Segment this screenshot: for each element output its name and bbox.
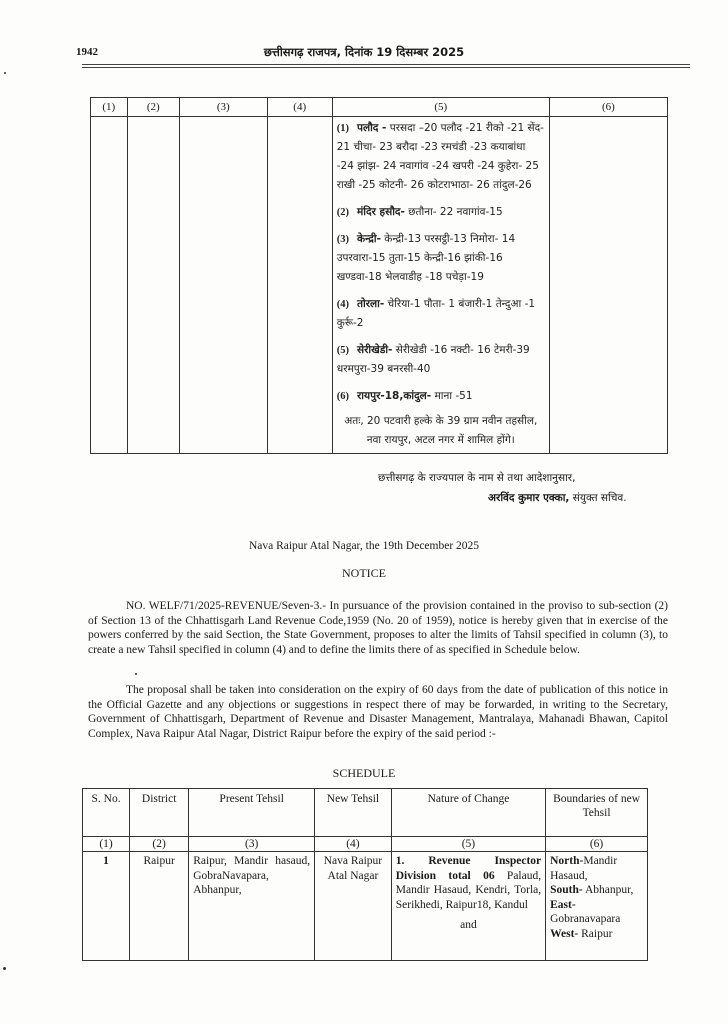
division-entry [333,339,549,379]
village-list: छतौना- 22 नवागांव-15 [404,206,503,218]
village-list: माना -51 [431,390,473,402]
header-row [83,789,648,837]
scan-speck [135,673,137,675]
division-entry [333,228,549,287]
village-list: परसदा –20 पलौद -21 रीको -21 सेंद- 21 चीचा- 23 बरौदा -23 रमचंडी -23 कयाबांधा -24 झांझ- 24 नवागांव -24 खपरी -24 कुहेरा- 25 राखी -25 कोटनी- 26 कोटराभाठा- 26 तांदुल-26 [336,122,544,191]
boundary-west [550,927,643,942]
notice-paragraph-2 [88,683,668,741]
village-list: सेरीखेडी -16 नक्टी- 16 टेमरी-39 धरमपुरा-39 बनरसी-40 [336,344,530,375]
scan-speck [4,72,6,74]
serial-number: 1 [83,852,130,961]
header-district: District [130,789,189,837]
header-present-tehsil: Present Tehsil [189,789,315,837]
division-name: रायपुर-18,कांदुल- [357,390,432,402]
conclusion-text: अतः, 20 पटवारी हल्के के 39 ग्राम नवीन तहसील, नवा रायपुर, अटल नगर में शामिल होंगे। [344,415,538,446]
boundary-south [550,883,643,898]
table-cell [91,117,128,454]
village-list: केन्द्री-13 परसट्ठी-13 निमोरा- 14 उपरवारा-15 तुता-15 केन्द्री-16 झांकी-16 खण्डवा-18 भेलवाडीह -18 पचेड़ा-19 [336,233,516,283]
column-number: (6) [546,837,648,852]
column-number: (1) [83,837,130,852]
nature-heading: 1. Revenue Inspector Division total 06 [395,855,542,882]
boundary-value: Mandir Hasaud, [550,855,618,882]
division-entry [333,117,549,195]
new-tehsil-cell: Nava Raipur Atal Nagar [315,852,392,961]
column-header: (1) [91,98,128,117]
paragraph-text: The proposal shall be taken into consideration on the expiry of 60 days from the date of publication of this notice in the Official Gazette and any objections or suggestions in respect there of may be forwarded, in writing to the Secretary, Government of Chhattisgarh, Department of Revenue and Disaster Management, Mantralaya, Mahanadi Bhawan, Capitol Complex, Nava Raipur Atal Nagar, District Raipur before the expiry of the said period :- [88,684,668,740]
boundary-label: South- [550,884,583,896]
column-header: (2) [127,98,179,117]
gazette-title: छत्तीसगढ़ राजपत्र, दिनांक 19 दिसम्बर 2025 [263,45,465,59]
division-entry [333,293,549,333]
table-cell [549,117,667,454]
notice-heading: NOTICE [342,566,386,580]
table-cell [267,117,332,454]
header-boundaries: Boundaries of new Tehsil [546,789,648,837]
division-name: सेरीखेडी- [357,344,393,356]
boundary-value: Raipur [578,927,613,940]
division-entry [333,201,549,222]
column-number-row [91,98,668,117]
division-name: मंदिर हसौद- [357,206,405,218]
entry-number: (3) [336,234,349,245]
column-header: (3) [179,98,267,117]
column-number: (2) [130,837,189,852]
present-tehsil-cell: Raipur, Mandir hasaud, GobraNavapara, Abhanpur, [189,852,315,961]
entry-number: (4) [336,299,349,310]
column-number: (3) [189,837,315,852]
boundary-east [550,898,643,927]
header-nature-of-change: Nature of Change [391,789,545,837]
nature-text: Palaud, Mandir Hasaud, Kendri, Torla, Serikhedi, Raipur18, Kandul [395,869,542,911]
notice-paragraph-1 [88,599,668,657]
header-rule [82,64,690,65]
division-name: तोरला- [357,298,385,310]
boundaries-cell [546,852,648,961]
authority-line: छत्तीसगढ़ के राज्यपाल के नाम से तथा आदेशानुसार, [378,472,576,484]
column-number: (4) [315,837,392,852]
division-entry [333,385,549,406]
division-name: पलौद - [357,122,387,134]
entry-number: (2) [336,207,349,218]
header-rule [82,67,690,68]
table-row [83,852,648,961]
signatory [488,491,627,505]
village-list: चेरिया-1 पौता- 1 बंजारी-1 तेन्दुआ -1 कुर्रू-2 [336,298,536,329]
scan-speck [3,967,6,970]
boundary-label: North- [550,855,584,867]
column-header: (4) [267,98,332,117]
village-list-cell [332,117,549,454]
division-name: केन्द्री- [357,233,381,245]
entry-number: (1) [336,123,349,134]
district-cell: Raipur [130,852,189,961]
boundary-value: Gobranavapara [550,913,621,925]
signatory-name: अरविंद कुमार एक्का, [488,492,570,504]
nature-of-change-cell [391,852,545,961]
column-header: (5) [332,98,549,117]
boundary-north [550,854,643,883]
entry-number: (6) [336,391,349,402]
header-sno: S. No. [83,789,130,837]
page-number: 1942 [76,46,98,58]
nature-continuation: and [460,919,477,931]
boundary-label: East- [550,898,576,911]
boundary-label: West- [550,927,579,940]
table-cell [179,117,267,454]
continuation-table [90,97,668,454]
table-row [91,117,668,454]
boundary-value: Abhanpur, [582,884,634,896]
paragraph-text: NO. WELF/71/2025-REVENUE/Seven-3.- In pursuance of the provision contained in the proviso to sub-section (2) of Section 13 of the Chhattisgarh Land Revenue Code,1959 (No. 20 of 1959), notice is hereby given that in exercise of the powers conferred by the said Section, the State Government, proposes to alter the limits of Tahsil specified in column (3), to create a new Tahsil specified in column (4) and to define the limits there of as specified in Schedule below. [88,600,668,656]
column-number-row [83,837,648,852]
table-cell [127,117,179,454]
signatory-designation: संयुक्त सचिव. [569,492,627,504]
entry-number: (5) [336,345,349,356]
column-number: (5) [391,837,545,852]
schedule-table [82,788,648,961]
header-new-tehsil: New Tehsil [315,789,392,837]
place-date: Nava Raipur Atal Nagar, the 19th December 2025 [248,540,480,552]
schedule-heading: SCHEDULE [332,766,396,780]
column-header: (6) [549,98,667,117]
